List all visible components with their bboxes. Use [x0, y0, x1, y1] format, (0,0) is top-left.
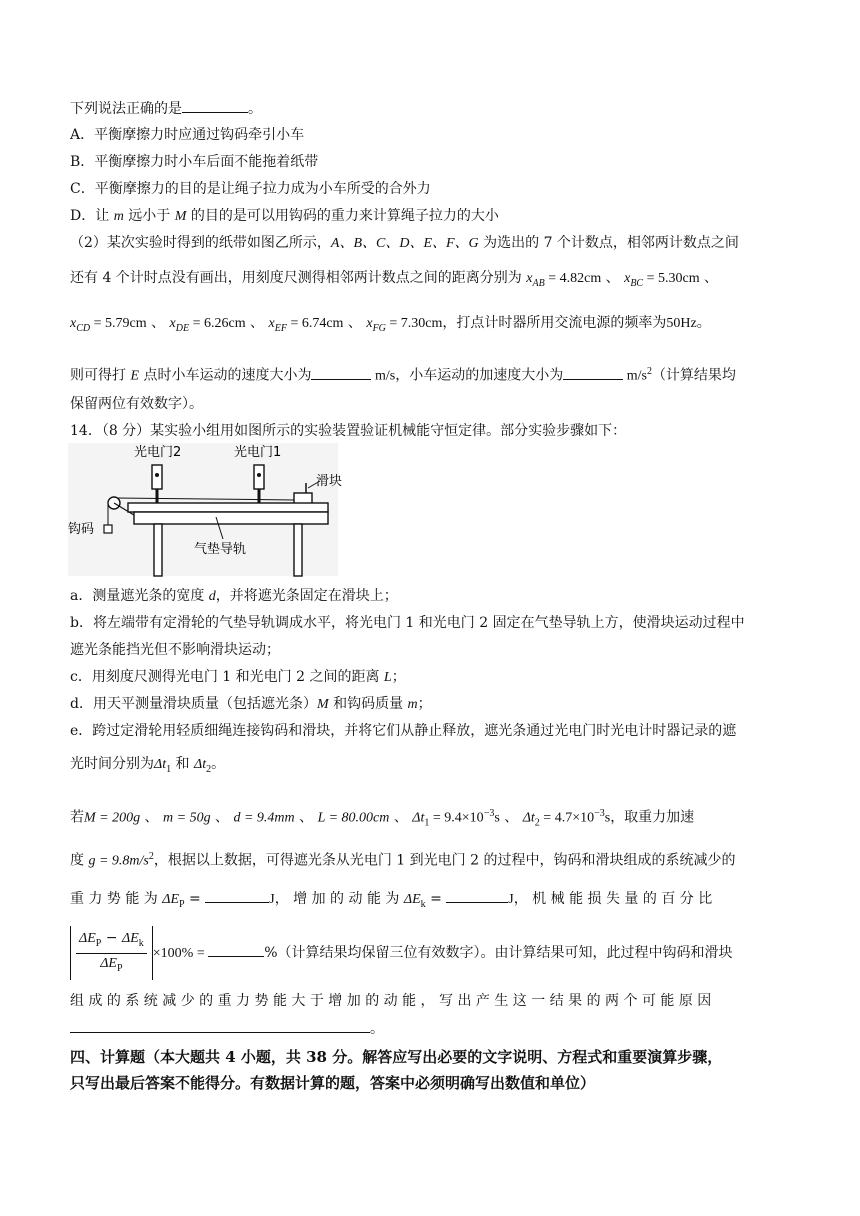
part2-line3 [70, 312, 795, 340]
sup: −3 [594, 808, 605, 819]
given-m: m = 50g [163, 810, 211, 826]
part2-text: 则可得打 [70, 367, 131, 384]
step-e: e．跨过定滑轮用轻质细绳连接钩码和滑块，并将它们从静止释放，遮光条通过光电门时光电计时器记录的遮 [70, 723, 737, 739]
var-d: d [208, 589, 216, 604]
sub: k [420, 898, 426, 910]
step-b-cont: 遮光条能挡光但不影响滑块运动； [70, 642, 280, 658]
weight-block [104, 525, 112, 533]
given-g: g = 9.8m/s [88, 853, 149, 869]
given-text: 若 [70, 809, 84, 826]
var-x: x [624, 271, 631, 286]
step-text: ； [391, 669, 406, 685]
sep: 、 [499, 809, 523, 826]
weight-label: 钩码 [68, 522, 95, 537]
value: = 4.7×10 [539, 810, 595, 826]
sub: 1 [424, 817, 430, 829]
option-d-text: 的目的是可以用钩码的重力来计算绳子拉力的大小 [186, 208, 499, 224]
sep: 、 [699, 270, 719, 286]
step-e-cont [70, 753, 795, 781]
sup: −3 [483, 808, 495, 819]
step-b: b．将左端带有定滑轮的气垫导轨调成水平，将光电门 1 和光电门 2 固定在气垫导轨上方，使滑块运动过程中 [70, 615, 745, 631]
part2-line4 [70, 361, 795, 388]
percent-text: （计算结果均保留三位有效数字）。由计算结果可知，此过程中钩码和滑块 [277, 945, 733, 961]
unit: J [269, 892, 275, 907]
times-100: ×100% = [152, 946, 209, 961]
delta-Ek: ΔE [403, 892, 421, 907]
track-top [128, 503, 328, 512]
sep: 、 [343, 315, 367, 331]
value: = 9.4×10 [429, 810, 484, 826]
punct: 。 [696, 315, 711, 331]
var-M: M [316, 697, 329, 712]
option-c: C．平衡摩擦力的目的是让绳子拉力成为小车所受的合外力 [70, 181, 431, 197]
sub: P [116, 962, 123, 974]
var-x: x [70, 316, 77, 331]
part2-line5: 保留两位有效数字）。 [70, 396, 203, 412]
step-text: 光时间分别为 [70, 756, 154, 772]
sub: CD [76, 322, 91, 334]
unit: s [494, 810, 500, 826]
q13-intro-text: 下列说法正确的是 [70, 101, 182, 117]
unit: m/s [623, 368, 647, 384]
delta-Ep: ΔE [162, 892, 180, 907]
sep: 、 [210, 809, 234, 826]
gravity-line [70, 846, 795, 873]
part2-text: ，打点计时器所用交流电源的频率为 [442, 315, 667, 331]
given-text: ，取重力加速 [610, 809, 695, 826]
sub: DE [175, 322, 190, 334]
right-leg [294, 524, 302, 576]
energy-text: 重 力 势 能 为 [70, 891, 163, 907]
answer-blank-Ep [205, 888, 269, 903]
sub: FG [372, 322, 386, 334]
value-xab: = 4.82cm [544, 271, 602, 286]
eq: = [184, 891, 206, 907]
section4-heading-cont: 只写出最后答案不能得分。有数据计算的题，答案中必须明确写出数值和单位） [70, 1074, 596, 1092]
option-b: B．平衡摩擦力时小车后面不能拖着纸带 [70, 154, 319, 170]
minus: − [101, 929, 122, 946]
energy-line [70, 888, 795, 916]
value-xde: = 6.26cm [189, 316, 246, 331]
var-M: M [174, 209, 187, 224]
given-L: L = 80.00cm [317, 810, 390, 826]
sub: AB [532, 277, 545, 289]
step-text: c．用刻度尺测得光电门 1 和光电门 2 之间的距离 [70, 669, 384, 685]
left-leg [154, 524, 162, 576]
delta-Ep: ΔE [100, 955, 117, 971]
part2-text: 点时小车运动的速度大小为 [139, 367, 312, 384]
step-text: 和 [171, 756, 195, 772]
sub: P [179, 898, 185, 910]
energy-text: ， 增 加 的 动 能 为 [274, 891, 404, 907]
given-d: d = 9.4mm [233, 810, 295, 826]
value-xbc: = 5.30cm [643, 271, 700, 286]
sep: 、 [140, 809, 164, 826]
point-letters: A、B、C、D、E、F、G [330, 236, 479, 251]
delta-Ep: ΔE [79, 930, 96, 946]
part2-line1 [70, 232, 795, 255]
gate2-label: 光电门2 [134, 445, 182, 460]
sep: 、 [245, 315, 269, 331]
unit: J [508, 892, 514, 907]
given-M: M = 200g [84, 810, 141, 826]
gate1-label: 光电门1 [234, 445, 282, 460]
answer-blank-velocity [311, 365, 371, 380]
reason-answer-line [70, 1018, 795, 1040]
sep: 、 [146, 315, 170, 331]
air-track-figure [68, 443, 343, 576]
step-c [70, 666, 795, 689]
given-text: 度 [70, 852, 89, 869]
value-xfg: = 7.30cm [385, 316, 443, 331]
option-d [70, 205, 795, 228]
sub: 1 [166, 763, 172, 775]
percent-loss-line [70, 926, 795, 976]
track-base [134, 512, 328, 524]
sub: BC [630, 277, 644, 289]
step-text: a．测量遮光条的宽度 [70, 588, 209, 604]
unit: s [604, 810, 611, 826]
eq: = [425, 891, 447, 907]
part2-text: （计算结果均 [651, 367, 736, 384]
step-d [70, 693, 795, 716]
percent-sign: % [264, 945, 278, 961]
fraction [76, 929, 147, 978]
value-xef: = 6.74cm [286, 316, 344, 331]
option-d-text: D．让 [70, 208, 114, 224]
var-x: x [526, 271, 533, 286]
part2-text: 还有 4 个计时点没有画出，用刻度尺测得相邻两计数点之间的距离分别为 [70, 270, 527, 286]
fraction-denominator [76, 954, 147, 978]
point-E: E [130, 368, 140, 384]
slider-label: 滑块 [316, 474, 343, 489]
given-dt1: Δt [412, 810, 425, 826]
punct: 。 [248, 101, 262, 117]
step-a [70, 585, 795, 608]
photogate1-sensor [257, 473, 261, 477]
part2-text: ，小车运动的加速度大小为 [395, 367, 564, 384]
unit: m/s [371, 368, 396, 384]
given-values [70, 803, 795, 834]
reason-line: 组 成 的 系 统 减 少 的 重 力 势 能 大 于 增 加 的 动 能 ， 写 出 产 生 这 一 结 果 的 两 个 可 能 原 因 [70, 993, 712, 1009]
abs-bars [70, 926, 153, 980]
q14-header: 14．（8 分）某实验小组用如图所示的实验装置验证机械能守恒定律。部分实验步骤如下： [70, 423, 627, 439]
sub: P [95, 937, 102, 949]
answer-blank-reason [70, 1018, 370, 1033]
frequency: 50Hz [666, 316, 697, 331]
answer-blank-Ek [446, 888, 508, 903]
var-m: m [113, 209, 124, 224]
photogate2-sensor [155, 473, 159, 477]
section4-heading: 四、计算题（本大题共 4 小题，共 38 分。解答应写出必要的文字说明、方程式和重要演算步骤， [70, 1048, 723, 1066]
sep: 、 [389, 809, 413, 826]
punct: 。 [370, 1021, 384, 1037]
step-text: 和钩码质量 [328, 696, 408, 712]
var-L: L [383, 670, 392, 685]
sep: 、 [294, 809, 318, 826]
sup: 2 [646, 366, 652, 377]
delta-t2: Δt [194, 757, 207, 772]
sub: k [138, 937, 144, 949]
sub: 2 [534, 817, 540, 829]
answer-blank-percent [208, 942, 264, 957]
answer-blank-acceleration [563, 365, 623, 380]
answer-blank [182, 98, 248, 113]
var-m: m [407, 697, 418, 712]
option-d-text: 远小于 [123, 208, 175, 224]
delta-Ek: ΔE [121, 930, 139, 946]
sub: 2 [206, 763, 212, 775]
option-a: A．平衡摩擦力时应通过钩码牵引小车 [70, 127, 305, 143]
var-x: x [366, 316, 373, 331]
punct: 。 [211, 756, 226, 772]
delta-t1: Δt [154, 757, 167, 772]
step-text: ； [417, 696, 432, 712]
sup: 2 [148, 851, 154, 862]
var-x: x [169, 316, 176, 331]
fraction-numerator [76, 929, 147, 954]
value-xcd: = 5.79cm [90, 316, 147, 331]
part2-line2 [70, 267, 795, 295]
step-text: d．用天平测量滑块质量（包括遮光条） [70, 696, 317, 712]
sub: EF [274, 322, 287, 334]
sep: 、 [601, 270, 625, 286]
given-dt2: Δt [522, 810, 535, 826]
given-text: ，根据以上数据，可得遮光条从光电门 1 到光电门 2 的过程中，钩码和滑块组成的系统减少的 [153, 852, 736, 869]
step-text: ，并将遮光条固定在滑块上； [215, 588, 398, 604]
part2-text: （2）某次实验时得到的纸带如图乙所示， [70, 235, 331, 251]
track-label: 气垫导轨 [194, 542, 247, 557]
q13-intro [70, 98, 795, 120]
part2-text: 为选出的 7 个计数点，相邻两计数点之间 [478, 235, 739, 251]
var-x: x [268, 316, 275, 331]
energy-text: ， 机 械 能 损 失 量 的 百 分 比 [513, 891, 713, 907]
